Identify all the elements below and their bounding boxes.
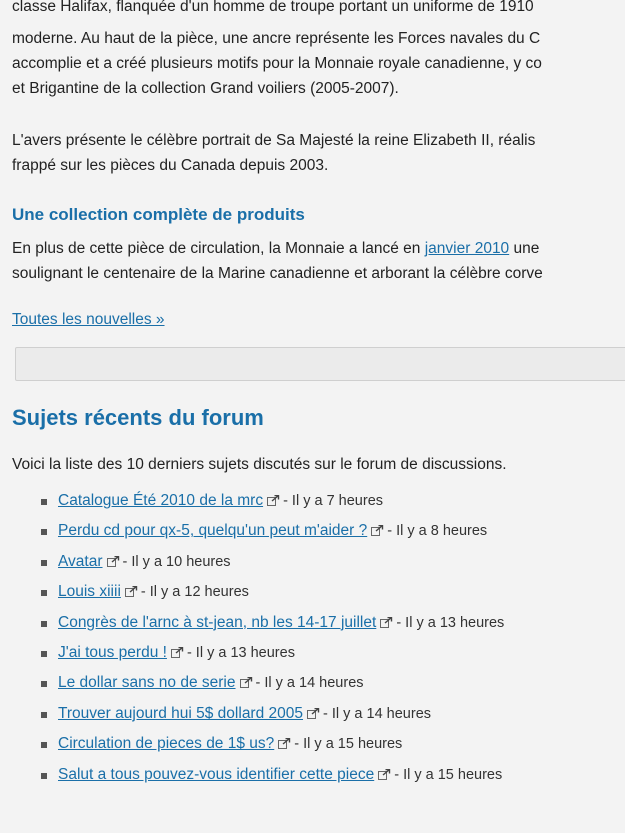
content-box <box>15 347 625 381</box>
forum-topic-item <box>12 699 504 729</box>
topic-age: - Il y a 15 heures <box>394 766 503 783</box>
forum-topic-link[interactable]: Louis xiiii <box>58 583 121 601</box>
bullet-icon <box>41 773 47 779</box>
forum-topic-item <box>12 486 504 516</box>
forum-topic-item <box>12 638 504 668</box>
external-link-icon[interactable] <box>107 548 120 559</box>
forum-topic-link[interactable]: Le dollar sans no de serie <box>58 674 236 692</box>
forum-intro: Voici la liste des 10 derniers sujets discutés sur le forum de discussions. <box>12 456 507 473</box>
bullet-icon <box>41 681 47 687</box>
text-line: soulignant le centenaire de la Marine canadienne et arborant la célèbre corve <box>12 265 543 282</box>
topic-age: - Il y a 15 heures <box>294 736 403 753</box>
external-link-icon[interactable] <box>125 578 138 589</box>
forum-heading: Sujets récents du forum <box>12 405 264 430</box>
external-link-icon[interactable] <box>278 730 291 741</box>
bullet-icon <box>41 621 47 627</box>
topic-age: - Il y a 10 heures <box>122 553 231 570</box>
bullet-icon <box>41 651 47 657</box>
article-paragraph-1 <box>12 0 542 101</box>
bullet-icon <box>41 742 47 748</box>
forum-topic-item <box>12 516 504 546</box>
topic-age: - Il y a 13 heures <box>186 645 295 662</box>
text-line: et Brigantine de la collection Grand voiliers (2005-2007). <box>12 80 399 97</box>
topic-age: - Il y a 13 heures <box>396 614 505 631</box>
section-subheading: Une collection complète de produits <box>12 205 305 224</box>
forum-topic-link[interactable]: Catalogue Été 2010 de la mrc <box>58 492 264 509</box>
topic-age: - Il y a 12 heures <box>140 584 249 601</box>
january-2010-link[interactable]: janvier 2010 <box>424 240 510 257</box>
all-news-link[interactable]: Toutes les nouvelles » <box>12 311 165 328</box>
text-line: accomplie et a créé plusieurs motifs pour la Monnaie royale canadienne, y co <box>12 55 542 72</box>
forum-topic-item <box>12 608 504 638</box>
text-line <box>12 236 543 261</box>
forum-topic-item <box>12 729 504 759</box>
bullet-icon <box>41 499 47 505</box>
topic-age: - Il y a 14 heures <box>323 705 432 722</box>
external-link-icon[interactable] <box>240 669 253 680</box>
text-segment: En plus de cette pièce de circulation, la Monnaie a lancé en <box>12 240 425 257</box>
bullet-icon <box>41 590 47 596</box>
text-line: L'avers présente le célèbre portrait de Sa Majesté la reine Elizabeth II, réalis <box>12 132 536 149</box>
topic-age: - Il y a 8 heures <box>387 523 488 540</box>
article-paragraph-3 <box>12 236 543 286</box>
forum-topic-link[interactable]: Trouver aujourd hui 5$ dollard 2005 <box>58 704 304 722</box>
forum-topic-link[interactable]: Circulation de pieces de 1$ us? <box>58 735 275 753</box>
text-line: frappé sur les pièces du Canada depuis 2003. <box>12 157 329 174</box>
forum-topic-link[interactable]: Congrès de l'arnc à st-jean, nb les 14-17 juillet <box>58 613 377 631</box>
forum-topic-link[interactable]: Perdu cd pour qx-5, quelqu'un peut m'aider ? <box>58 522 368 540</box>
bullet-icon <box>41 529 47 535</box>
forum-topic-item <box>12 577 504 607</box>
article-paragraph-2 <box>12 128 535 178</box>
forum-topic-item <box>12 760 504 790</box>
forum-topic-link[interactable]: Salut a tous pouvez-vous identifier cette piece <box>58 765 375 783</box>
external-link-icon[interactable] <box>267 487 280 498</box>
forum-topic-link[interactable]: Avatar <box>58 552 103 570</box>
text-line: moderne. Au haut de la pièce, une ancre représente les Forces navales du C <box>12 30 541 47</box>
external-link-icon[interactable] <box>307 700 320 711</box>
all-news-wrapper <box>12 307 165 332</box>
topic-age: - Il y a 14 heures <box>255 675 364 692</box>
text-segment: une <box>509 240 540 257</box>
external-link-icon[interactable] <box>378 761 391 772</box>
bullet-icon <box>41 712 47 718</box>
forum-topic-item <box>12 547 504 577</box>
forum-topic-list <box>12 486 504 790</box>
forum-topic-link[interactable]: J'ai tous perdu ! <box>58 644 167 662</box>
text-line: classe Halifax, flanquée d'un homme de troupe portant un uniforme de 1910 <box>12 0 534 15</box>
external-link-icon[interactable] <box>171 639 184 650</box>
external-link-icon[interactable] <box>380 609 393 620</box>
forum-topic-item <box>12 668 504 698</box>
bullet-icon <box>41 560 47 566</box>
external-link-icon[interactable] <box>371 517 384 528</box>
topic-age: - Il y a 7 heures <box>283 493 384 509</box>
